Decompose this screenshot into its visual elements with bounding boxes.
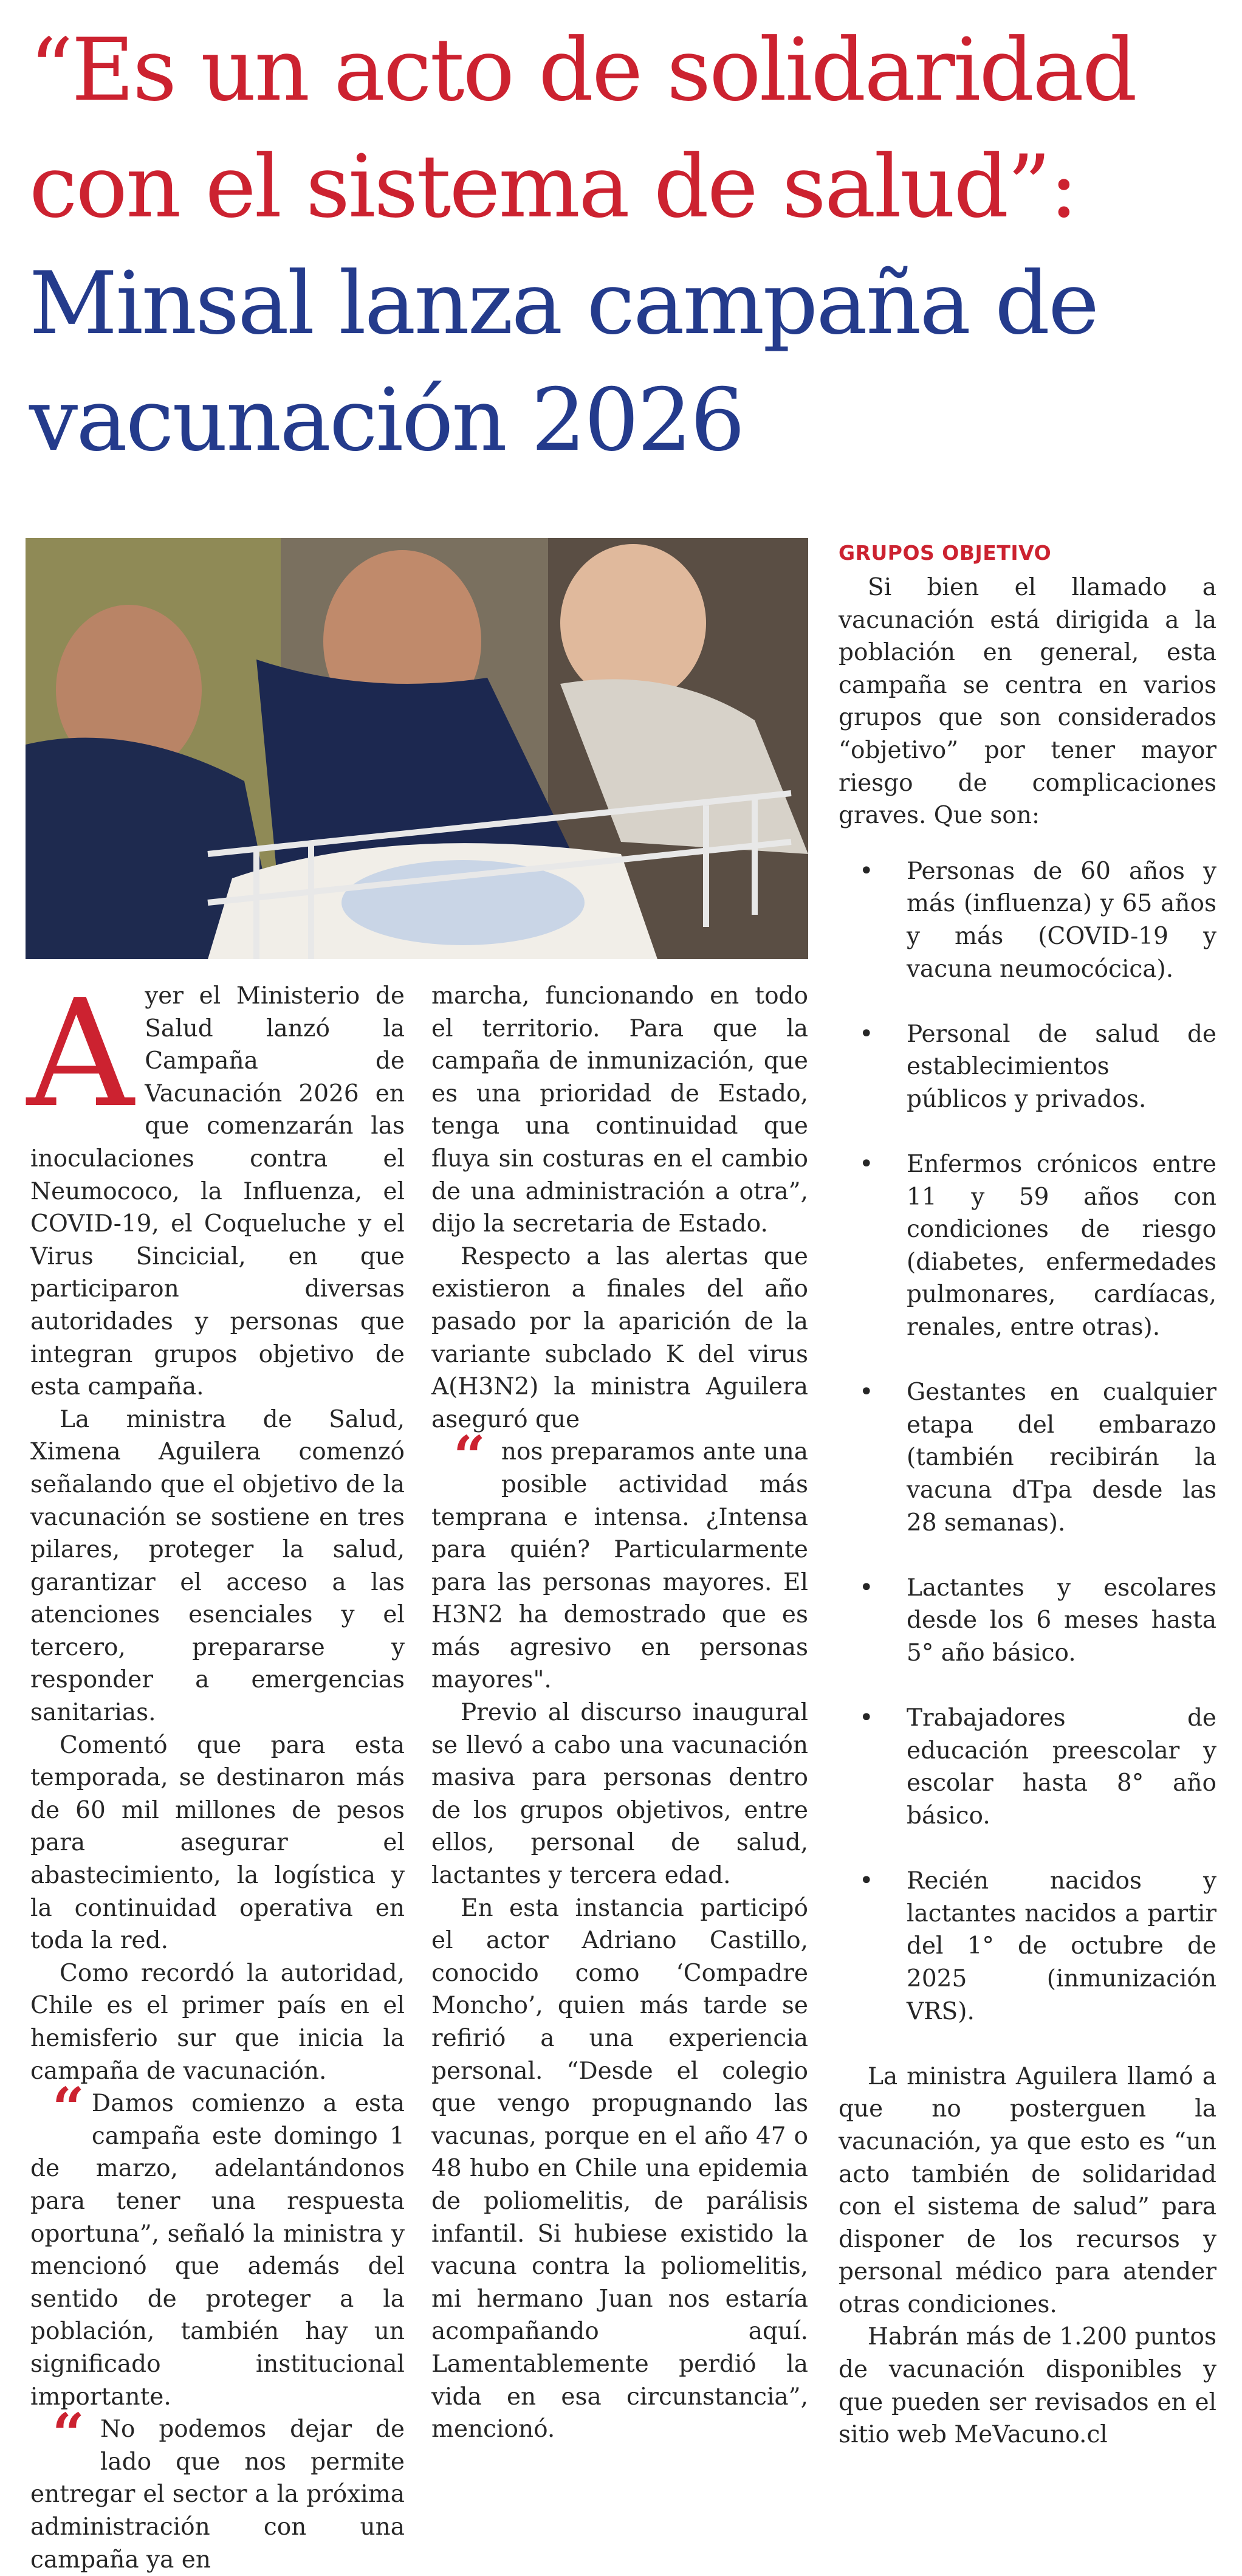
- article-paragraph: marcha, funcionando en todo el territorio. Para que la campaña de inmunización, que es una prioridad de Estado, tenga una continuidad que fluya sin costuras en el cambio de una administración a otra”, dijo la secretaria de Estado.: [431, 982, 808, 1238]
- target-groups-list: [839, 855, 1216, 2028]
- list-item: • Trabajadores de educación preescolar y escolar hasta 8° año básico.: [839, 1702, 1216, 1832]
- quote-text: Damos comienzo a esta campaña este domingo 1 de marzo, adelantándonos para tener una respuesta oportuna”, señaló la ministra y mencionó que además del sentido de proteger a la población, también hay un significado institucional importante.: [30, 2090, 405, 2411]
- article-paragraph: Como recordó la autoridad, Chile es el primer país en el hemisferio sur que inicia la campaña de vacunación.: [30, 1959, 405, 2085]
- list-item: • Lactantes y escolares desde los 6 meses hasta 5° año básico.: [839, 1572, 1216, 1670]
- headline-red-line-2: con el sistema de salud”:: [29, 137, 1077, 237]
- article-column-2: [431, 980, 808, 2446]
- article-column-1: [27, 968, 405, 2576]
- quote-mark-icon: “: [52, 2075, 84, 2141]
- drop-cap: A: [27, 968, 134, 1140]
- quote-text: No podemos dejar de lado que nos permite entregar el sector a la próxima administración con una campaña ya en: [30, 2416, 405, 2574]
- list-item: • Personal de salud de establecimientos públicos y privados.: [839, 1018, 1216, 1116]
- article-paragraph: Si bien el llamado a vacunación está dirigida a la población en general, esta campaña se centra en varios grupos que son considerados “objetivo” por tener mayor riesgo de complicaciones graves. Que son:: [839, 574, 1216, 830]
- article-paragraph: En esta instancia participó el actor Adriano Castillo, conocido como ‘Compadre Moncho’, quien más tarde se refirió a una experiencia personal. “Desde el colegio que vengo propugnando las vacunas, porque en el año 47 o 48 hubo en Chile una epidemia de poliomelitis, de parálisis infantil. Si hubiese existido la vacuna contra la poliomelitis, mi hermano Juan nos estaría acompañando aquí. Lamentablemente perdió la vida en esa circunstancia”, mencionó.: [431, 1894, 808, 2443]
- headline: [29, 12, 1220, 479]
- list-item: • Enfermos crónicos entre 11 y 59 años con condiciones de riesgo (diabetes, enfermedades pulmonares, cardíacas, renales, entre otras).: [839, 1148, 1216, 1344]
- quote-mark-icon: “: [52, 2401, 84, 2467]
- quote-paragraph: [30, 2075, 405, 2413]
- article-paragraph: La ministra de Salud, Ximena Aguilera comenzó señalando que el objetivo de la vacunación se sostiene en tres pilares, proteger la salud, garantizar el acceso a las atenciones esenciales y el tercero, prepararse y responder a emergencias sanitarias.: [30, 1405, 405, 1727]
- article-paragraph: yer el Ministerio de Salud lanzó la Campaña de Vacunación 2026 en que comenzarán las inoculaciones contra el Neumococo, la Influenza, el COVID-19, el Coqueluche y el Virus Sincicial, en que participaron diversas autoridades y personas que integran grupos objetivo de esta campaña.: [30, 982, 405, 1401]
- vaccination-photo: [26, 538, 808, 959]
- article-paragraph: Previo al discurso inaugural se llevó a cabo una vacunación masiva para personas dentro de los grupos objetivos, entre ellos, personal de salud, lactantes y tercera edad.: [431, 1699, 808, 1890]
- list-item: • Recién nacidos y lactantes nacidos a partir del 1° de octubre de 2025 (inmunización VRS).: [839, 1865, 1216, 2028]
- article-paragraph: La ministra Aguilera llamó a que no posterguen la vacunación, ya que esto es “un acto también de solidaridad con el sistema de salud” para disponer de los recursos y personal médico para atender otras condiciones.: [839, 2062, 1216, 2318]
- section-label-grupos-objetivo: GRUPOS OBJETIVO: [839, 541, 1052, 565]
- list-item: • Gestantes en cualquier etapa del embarazo (también recibirán la vacuna dTpa desde las 28 semanas).: [839, 1376, 1216, 1539]
- quote-mark-icon: “: [453, 1424, 485, 1490]
- article-column-3: [839, 535, 1216, 2451]
- article-paragraph: Comentó que para esta temporada, se destinaron más de 60 mil millones de pesos para asegurar el abastecimiento, la logística y la continuidad operativa en toda la red.: [30, 1731, 405, 1955]
- quote-text: nos preparamos ante una posible actividad más temprana e intensa. ¿Intensa para quién? Particularmente para las personas mayores. El H3N2 ha demostrado que es más agresivo en personas mayores".: [431, 1438, 808, 1694]
- article-paragraph: Habrán más de 1.200 puntos de vacunación disponibles y que pueden ser revisados en el sitio web MeVacuno.cl: [839, 2323, 1216, 2449]
- quote-paragraph: [30, 2401, 405, 2576]
- list-item: • Personas de 60 años y más (influenza) y 65 años y más (COVID-19 y vacuna neumocócica).: [839, 855, 1216, 985]
- headline-red-line-1: “Es un acto de solidaridad: [29, 20, 1136, 120]
- headline-blue-line-1: Minsal lanza campaña de: [29, 253, 1098, 354]
- headline-blue-line-2: vacunación 2026: [29, 370, 744, 470]
- quote-paragraph: [431, 1424, 808, 1696]
- article-paragraph: Respecto a las alertas que existieron a finales del año pasado por la aparición de la variante subclado K del virus A(H3N2) la ministra Aguilera aseguró que: [431, 1242, 808, 1433]
